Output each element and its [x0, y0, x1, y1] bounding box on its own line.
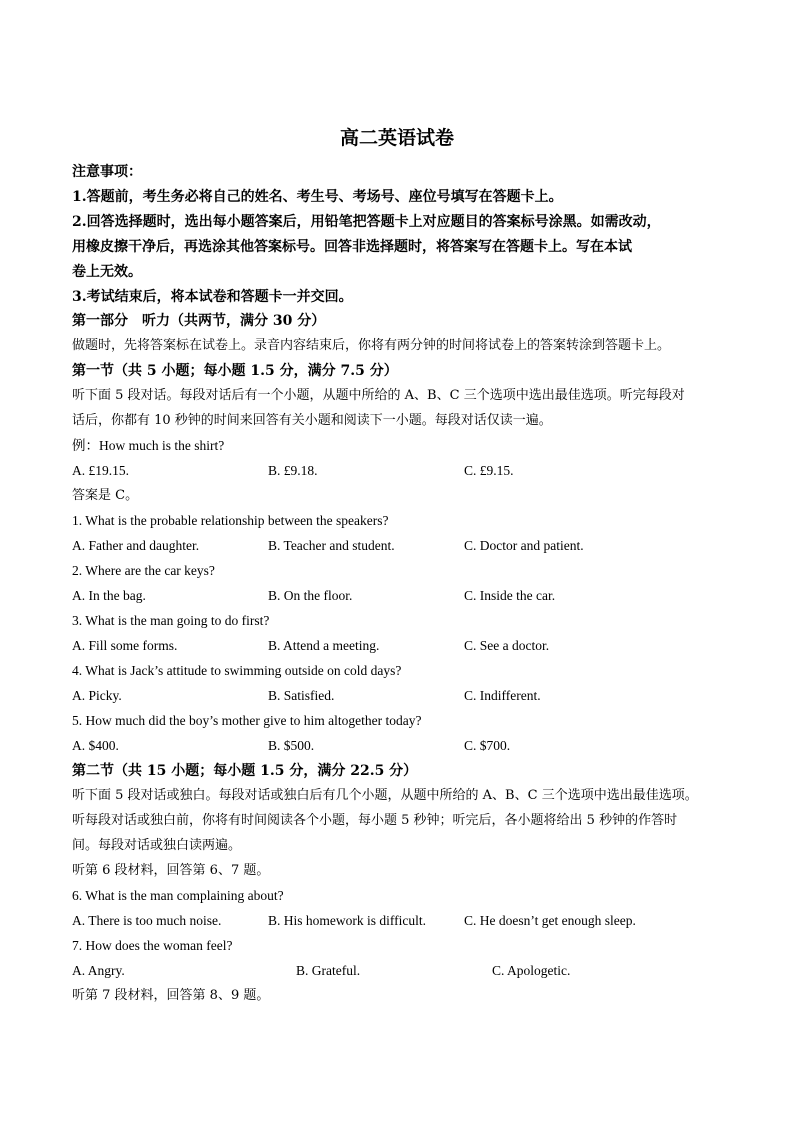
- question-7-option-a: A. Angry.: [72, 963, 125, 978]
- question-2-option-a: A. In the bag.: [72, 588, 146, 603]
- question-1-option-c: C. Doctor and patient.: [464, 538, 584, 553]
- question-4-option-c: C. Indifferent.: [464, 688, 541, 703]
- section1-intro-line-2: 话后，你都有 10 秒钟的时间来回答有关小题和阅读下一小题。每段对话仅读一遍。: [72, 413, 552, 428]
- notice-item-2-line-2: 用橡皮擦干净后，再选涂其他答案标号。回答非选择题时，将答案写在答题卡上。写在本试: [72, 239, 632, 255]
- question-1-option-a: A. Father and daughter.: [72, 538, 200, 553]
- question-1-option-b: B. Teacher and student.: [268, 538, 395, 553]
- section2-heading: 第二节（共 15 小题；每小题 1.5 分，满分 22.5 分）: [72, 763, 418, 779]
- question-1: 1. What is the probable relationship between the speakers?: [72, 513, 389, 528]
- part1-intro: 做题时，先将答案标在试卷上。录音内容结束后，你将有两分钟的时间将试卷上的答案转涂到答题卡上。: [72, 338, 671, 353]
- page-title: 高二英语试卷: [339, 127, 454, 149]
- question-6-option-c: C. He doesn’t get enough sleep.: [464, 913, 636, 928]
- section1-intro-line-1: 听下面 5 段对话。每段对话后有一个小题，从题中所给的 A、B、C 三个选项中选出最佳选项。听完每段对: [72, 388, 685, 403]
- question-5-option-c: C. $700.: [464, 738, 511, 753]
- notice-item-2-line-1: 2.回答选择题时，选出每小题答案后，用铅笔把答题卡上对应题目的答案标号涂黑。如需改动，: [72, 214, 661, 230]
- question-4-option-b: B. Satisfied.: [268, 688, 335, 703]
- question-7-option-c: C. Apologetic.: [492, 963, 571, 978]
- question-5-option-b: B. $500.: [268, 738, 315, 753]
- question-3-option-c: C. See a doctor.: [464, 638, 550, 653]
- question-3-option-a: A. Fill some forms.: [72, 638, 178, 653]
- question-3-option-b: B. Attend a meeting.: [268, 638, 380, 653]
- example-option-c: C. £9.15.: [464, 463, 514, 478]
- section1-heading: 第一节（共 5 小题；每小题 1.5 分，满分 7.5 分）: [72, 363, 398, 379]
- part1-heading: 第一部分 听力（共两节，满分 30 分）: [72, 313, 326, 329]
- question-2: 2. Where are the car keys?: [72, 563, 215, 578]
- material-7-note: 听第 7 段材料，回答第 8、9 题。: [72, 988, 270, 1003]
- notice-item-3: 3.考试结束后，将本试卷和答题卡一并交回。: [72, 289, 353, 305]
- question-4-option-a: A. Picky.: [72, 688, 122, 703]
- section2-intro-line-2: 听每段对话或独白前，你将有时间阅读各个小题，每小题 5 秒钟；听完后，各小题将给出 5 秒钟的作答时: [72, 813, 678, 828]
- question-6: 6. What is the man complaining about?: [72, 888, 284, 903]
- notice-item-2-line-3: 卷上无效。: [72, 264, 142, 280]
- section2-intro-line-3: 间。每段对话或独白读两遍。: [72, 838, 242, 853]
- section2-intro-line-1: 听下面 5 段对话或独白。每段对话或独白后有几个小题，从题中所给的 A、B、C 三个选项中选出最佳选项。: [72, 788, 698, 803]
- question-5: 5. How much did the boy’s mother give to him altogether today?: [72, 713, 422, 728]
- notice-heading: 注意事项：: [72, 164, 142, 180]
- question-7: 7. How does the woman feel?: [72, 938, 233, 953]
- example-question: 例：How much is the shirt?: [72, 438, 225, 453]
- question-3: 3. What is the man going to do first?: [72, 613, 270, 628]
- material-6-note: 听第 6 段材料，回答第 6、7 题。: [72, 863, 270, 878]
- question-2-option-b: B. On the floor.: [268, 588, 353, 603]
- example-answer: 答案是 C。: [72, 488, 139, 503]
- question-4: 4. What is Jack’s attitude to swimming outside on cold days?: [72, 663, 402, 678]
- question-5-option-a: A. $400.: [72, 738, 119, 753]
- notice-item-1: 1.答题前，考生务必将自己的姓名、考生号、考场号、座位号填写在答题卡上。: [72, 189, 563, 205]
- example-option-b: B. £9.18.: [268, 463, 318, 478]
- question-7-option-b: B. Grateful.: [296, 963, 361, 978]
- question-6-option-b: B. His homework is difficult.: [268, 913, 426, 928]
- question-6-option-a: A. There is too much noise.: [72, 913, 222, 928]
- question-2-option-c: C. Inside the car.: [464, 588, 556, 603]
- example-option-a: A. £19.15.: [72, 463, 129, 478]
